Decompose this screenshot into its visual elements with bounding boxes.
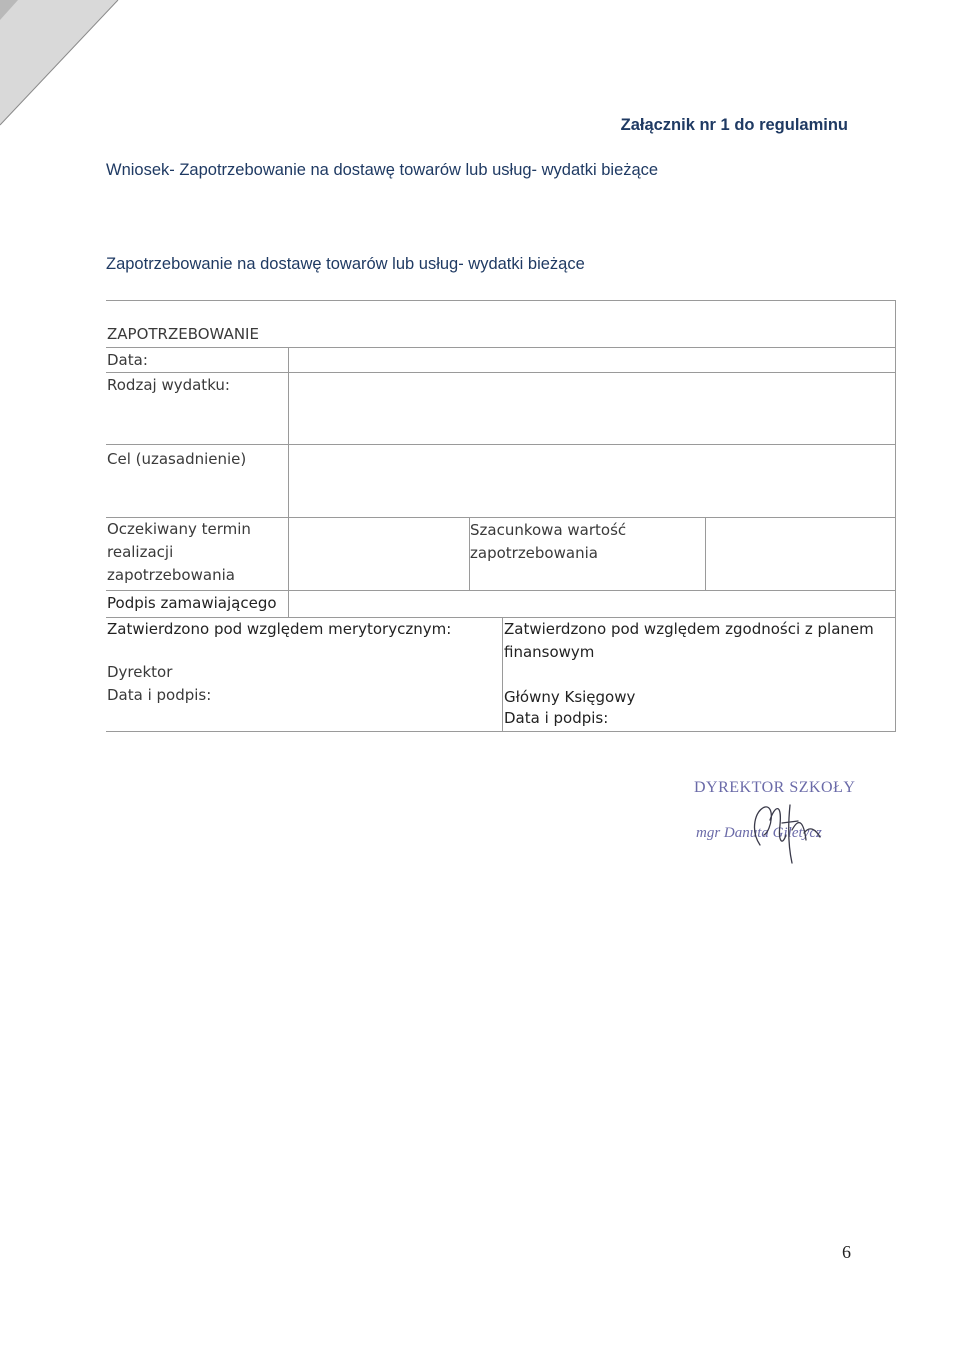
form-rule xyxy=(106,372,896,373)
stamp-title: DYREKTOR SZKOŁY xyxy=(694,779,856,796)
form-header: ZAPOTRZEBOWANIE xyxy=(107,325,259,343)
financial-approval-heading xyxy=(504,618,874,664)
form-rule xyxy=(106,731,896,732)
attachment-label: Załącznik nr 1 do regulaminu xyxy=(620,116,848,134)
term-label xyxy=(107,518,251,587)
scan-fold-artifact xyxy=(0,0,130,130)
term-label-line: zapotrzebowania xyxy=(107,566,235,584)
term-label-line: Oczekiwany termin xyxy=(107,520,251,538)
merit-approval-heading: Zatwierdzono pod względem merytorycznym: xyxy=(107,620,452,638)
application-title: Wniosek- Zapotrzebowanie na dostawę towarów lub usług- wydatki bieżące xyxy=(106,161,659,179)
form-rule xyxy=(106,590,896,591)
date-label: Data: xyxy=(107,351,148,369)
stamp-name: mgr Danuta Giletycz xyxy=(696,825,822,841)
director-date-signature-label: Data i podpis: xyxy=(107,686,212,704)
form-rule xyxy=(106,444,896,445)
page-number: 6 xyxy=(842,1242,851,1262)
form-divider xyxy=(502,617,503,731)
form-rule xyxy=(106,347,896,348)
estimated-value-label xyxy=(470,519,626,565)
financial-approval-heading-line: finansowym xyxy=(504,643,595,661)
requester-signature-label: Podpis zamawiającego xyxy=(107,594,277,612)
director-stamp xyxy=(690,775,870,865)
form-divider xyxy=(705,517,706,590)
form-title: Zapotrzebowanie na dostawę towarów lub usług- wydatki bieżące xyxy=(106,255,585,273)
chief-accountant-date-signature-label: Data i podpis: xyxy=(504,709,609,727)
term-label-line: realizacji xyxy=(107,543,174,561)
expense-type-label: Rodzaj wydatku: xyxy=(107,376,230,394)
financial-approval-heading-line: Zatwierdzono pod względem zgodności z planem xyxy=(504,620,874,638)
form-rule xyxy=(106,300,896,301)
handwritten-signature xyxy=(720,785,840,865)
purpose-label: Cel (uzasadnienie) xyxy=(107,450,247,468)
director-label: Dyrektor xyxy=(107,663,173,681)
chief-accountant-label: Główny Księgowy xyxy=(504,688,636,706)
form-divider xyxy=(288,347,289,617)
estimated-value-label-line: zapotrzebowania xyxy=(470,544,598,562)
estimated-value-label-line: Szacunkowa wartość xyxy=(470,521,627,539)
form-border xyxy=(895,300,896,731)
